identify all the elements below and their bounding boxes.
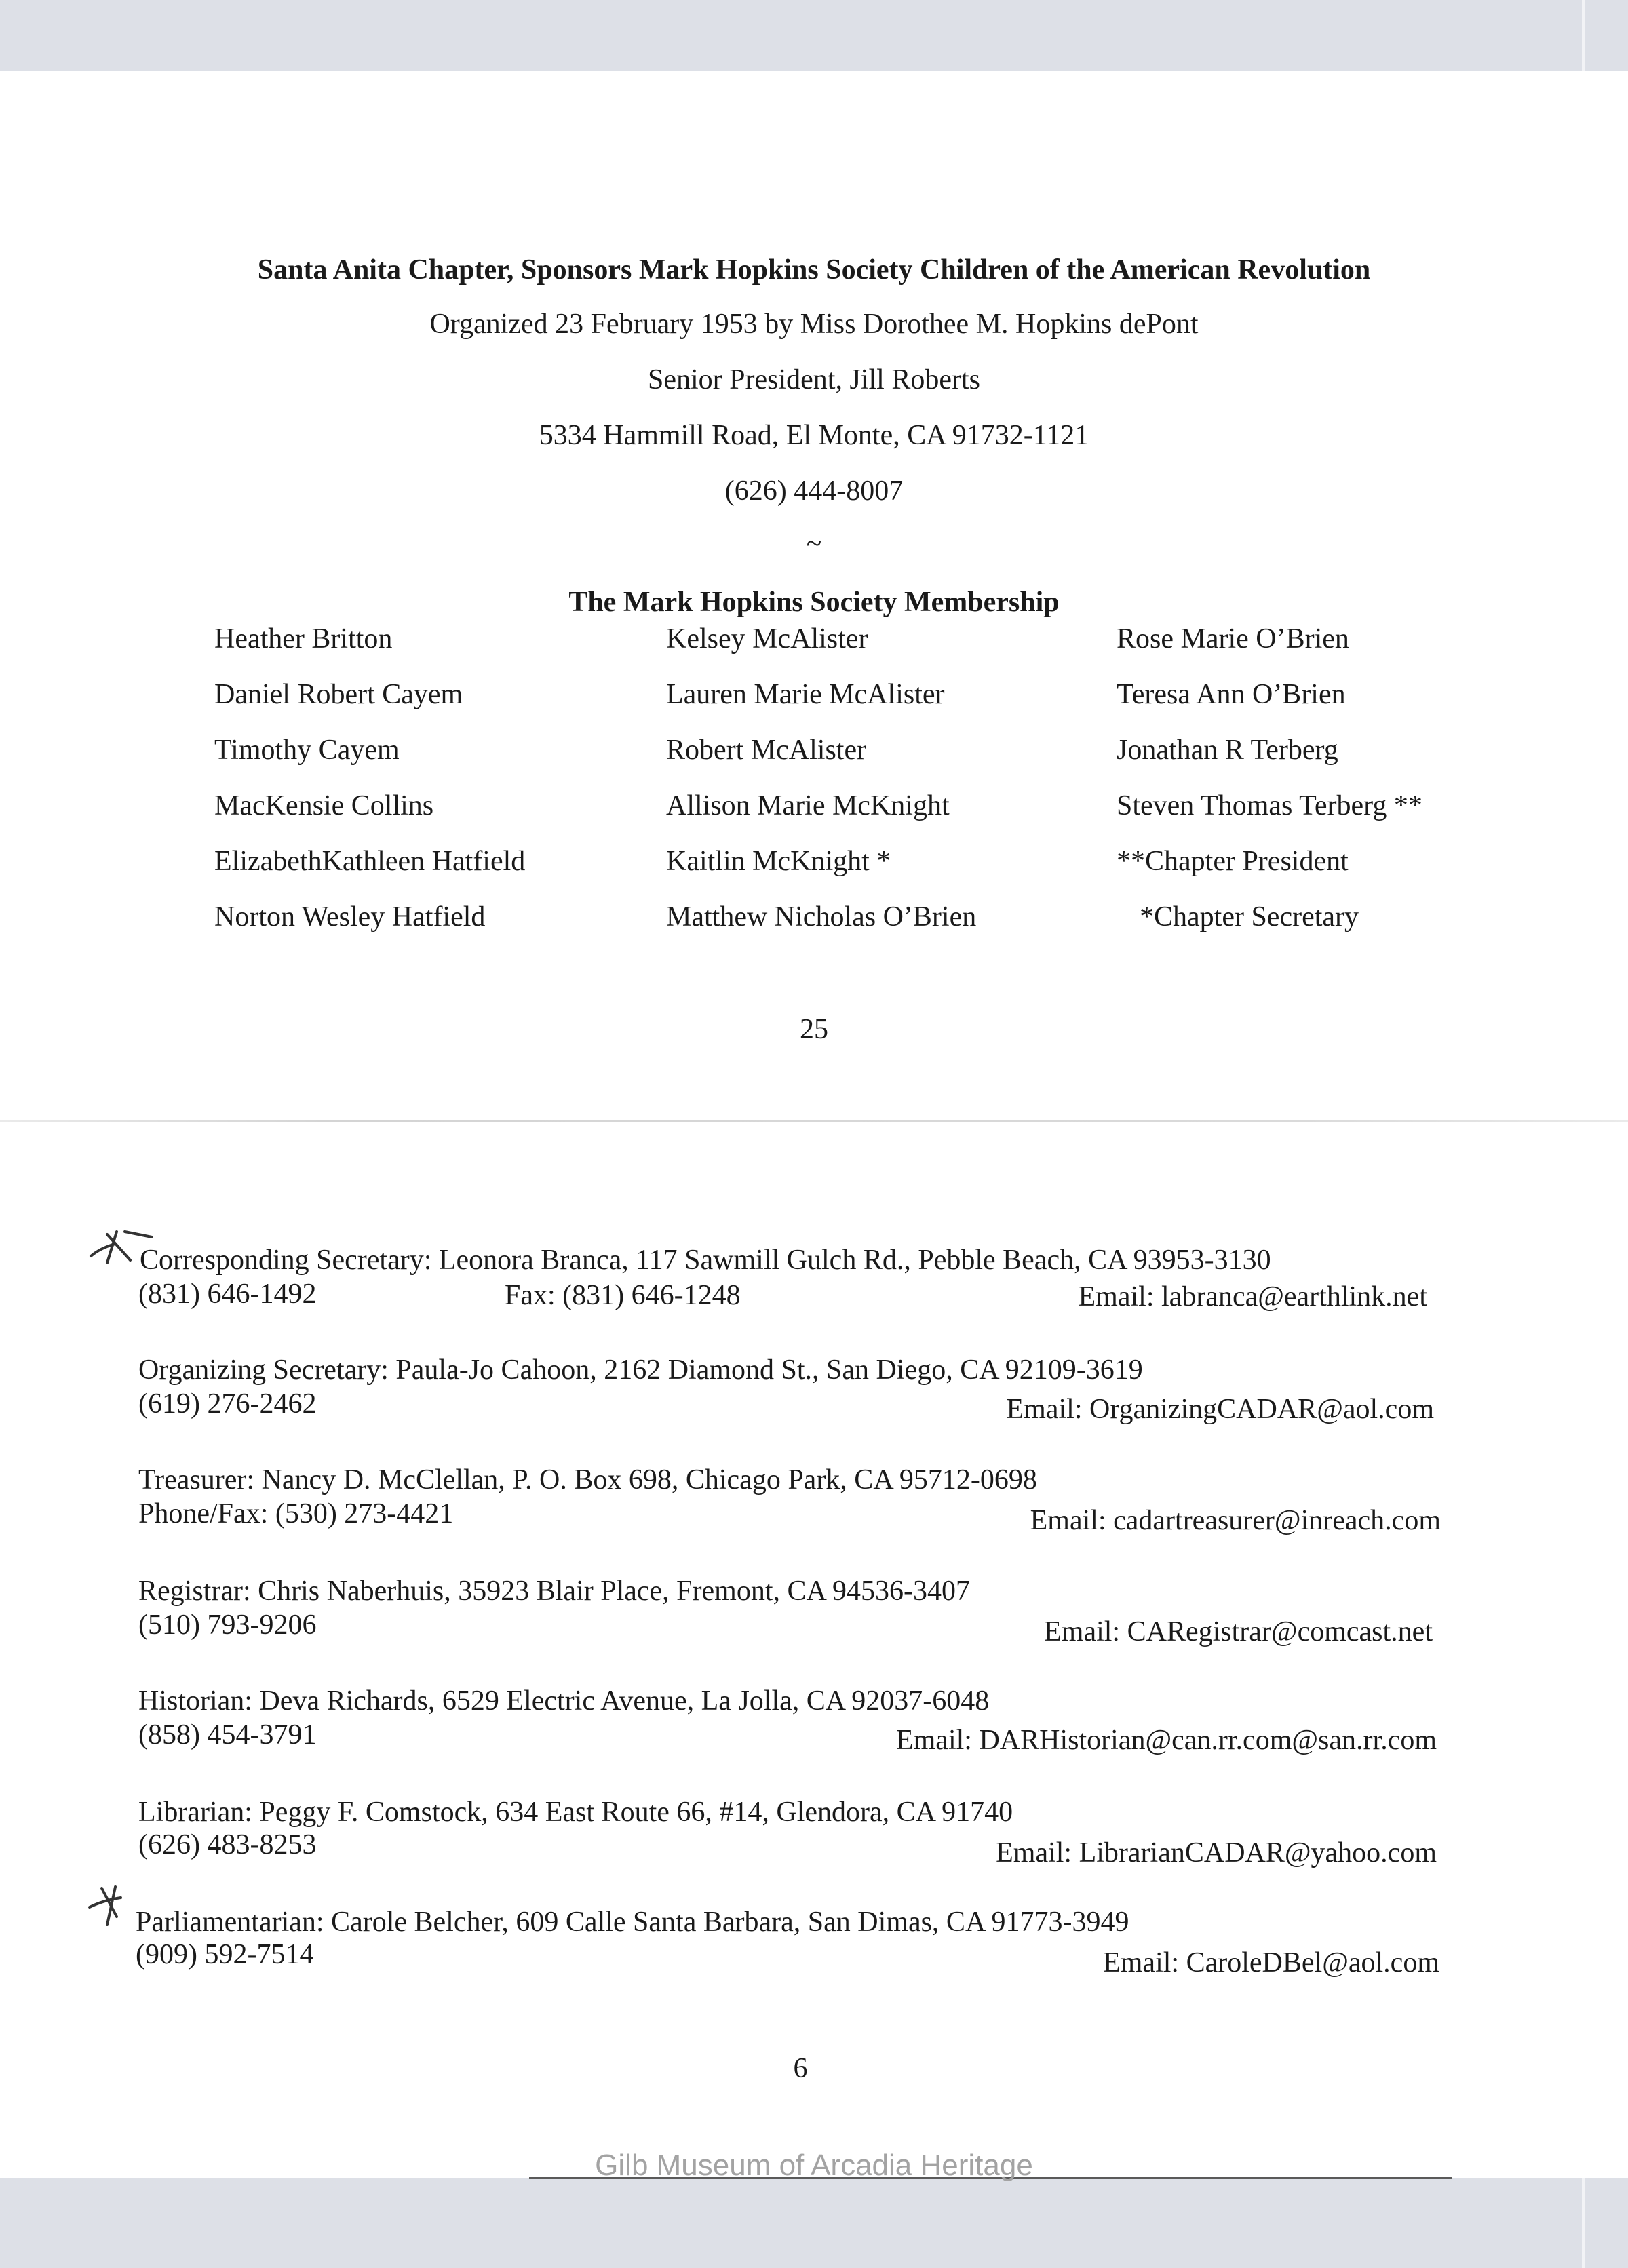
page-number-bottom: 6 <box>793 2053 808 2084</box>
officer-phone: (831) 646-1492 <box>138 1278 317 1310</box>
officer-corresponding-secretary: Corresponding Secretary: Leonora Branca, 117 Sawmill Gulch Rd., Pebble Beach, CA 93953-3130 <box>140 1245 1271 1276</box>
chapter-president-note: **Chapter President <box>1117 846 1349 877</box>
scan-border-top <box>0 0 1628 71</box>
officer-email: Email: CaroleDBel@aol.com <box>1103 1947 1439 1978</box>
officer-email: Email: CARegistrar@comcast.net <box>1044 1616 1433 1647</box>
scan-border-bottom <box>0 2178 1628 2268</box>
officer-historian: Historian: Deva Richards, 6529 Electric Avenue, La Jolla, CA 92037-6048 <box>138 1685 990 1717</box>
member-name: Heather Britton <box>214 623 393 654</box>
officer-email: Email: OrganizingCADAR@aol.com <box>1006 1394 1434 1425</box>
officer-phone: (626) 483-8253 <box>138 1829 317 1860</box>
membership-heading: The Mark Hopkins Society Membership <box>568 587 1060 618</box>
officer-email: Email: DARHistorian@can.rr.com@san.rr.com <box>895 1725 1437 1756</box>
member-name: Robert McAlister <box>666 735 867 766</box>
handwritten-check-mark <box>83 1883 137 1930</box>
officer-registrar: Registrar: Chris Naberhuis, 35923 Blair Place, Fremont, CA 94536-3407 <box>138 1576 971 1607</box>
page-fold-line <box>0 1120 1628 1122</box>
chapter-heading: Santa Anita Chapter, Sponsors Mark Hopkins Society Children of the American Revolution <box>257 254 1371 286</box>
member-name: Daniel Robert Cayem <box>214 679 463 710</box>
officer-phone: (619) 276-2462 <box>138 1388 317 1420</box>
officer-librarian: Librarian: Peggy F. Comstock, 634 East Route 66, #14, Glendora, CA 91740 <box>138 1797 1013 1828</box>
scan-edge-mark <box>1582 0 1585 71</box>
member-name: Matthew Nicholas O’Brien <box>666 901 977 933</box>
officer-phone: (510) 793-9206 <box>138 1609 317 1641</box>
member-name: MacKensie Collins <box>214 790 434 821</box>
watermark: Gilb Museum of Arcadia Heritage <box>595 2149 1033 2182</box>
member-name: Rose Marie O’Brien <box>1117 623 1349 654</box>
chapter-organized: Organized 23 February 1953 by Miss Dorothee M. Hopkins dePont <box>429 309 1199 340</box>
officer-email: Email: labranca@earthlink.net <box>1078 1281 1427 1312</box>
member-name: Jonathan R Terberg <box>1117 735 1338 766</box>
officer-phone: (909) 592-7514 <box>136 1939 314 1970</box>
member-name: Timothy Cayem <box>214 735 400 766</box>
chapter-secretary-note: *Chapter Secretary <box>1140 901 1359 933</box>
member-name: Allison Marie McKnight <box>666 790 950 821</box>
chapter-phone: (626) 444-8007 <box>724 475 904 507</box>
member-name: ElizabethKathleen Hatfield <box>214 846 526 877</box>
officer-email: Email: LibrarianCADAR@yahoo.com <box>996 1837 1437 1869</box>
member-name: Kelsey McAlister <box>666 623 868 654</box>
member-name: Kaitlin McKnight * <box>666 846 891 877</box>
officer-fax: Fax: (831) 646-1248 <box>505 1280 741 1311</box>
chapter-separator: ~ <box>806 528 822 560</box>
chapter-senior-president: Senior President, Jill Roberts <box>648 364 980 395</box>
member-name: Lauren Marie McAlister <box>666 679 945 710</box>
scan-edge-mark <box>1582 2178 1585 2268</box>
officer-phone: (858) 454-3791 <box>138 1719 317 1751</box>
member-name: Steven Thomas Terberg ** <box>1117 790 1422 821</box>
chapter-address: 5334 Hammill Road, El Monte, CA 91732-1121 <box>539 420 1089 451</box>
officer-phone: Phone/Fax: (530) 273-4421 <box>138 1498 454 1529</box>
page-number-top: 25 <box>800 1014 828 1045</box>
officer-organizing-secretary: Organizing Secretary: Paula-Jo Cahoon, 2162 Diamond St., San Diego, CA 92109-3619 <box>138 1354 1143 1386</box>
officer-parliamentarian: Parliamentarian: Carole Belcher, 609 Calle Santa Barbara, San Dimas, CA 91773-3949 <box>136 1907 1129 1938</box>
member-name: Norton Wesley Hatfield <box>214 901 486 933</box>
member-name: Teresa Ann O’Brien <box>1117 679 1346 710</box>
officer-treasurer: Treasurer: Nancy D. McClellan, P. O. Box 698, Chicago Park, CA 95712-0698 <box>138 1464 1037 1495</box>
officer-email: Email: cadartreasurer@inreach.com <box>1030 1505 1441 1536</box>
